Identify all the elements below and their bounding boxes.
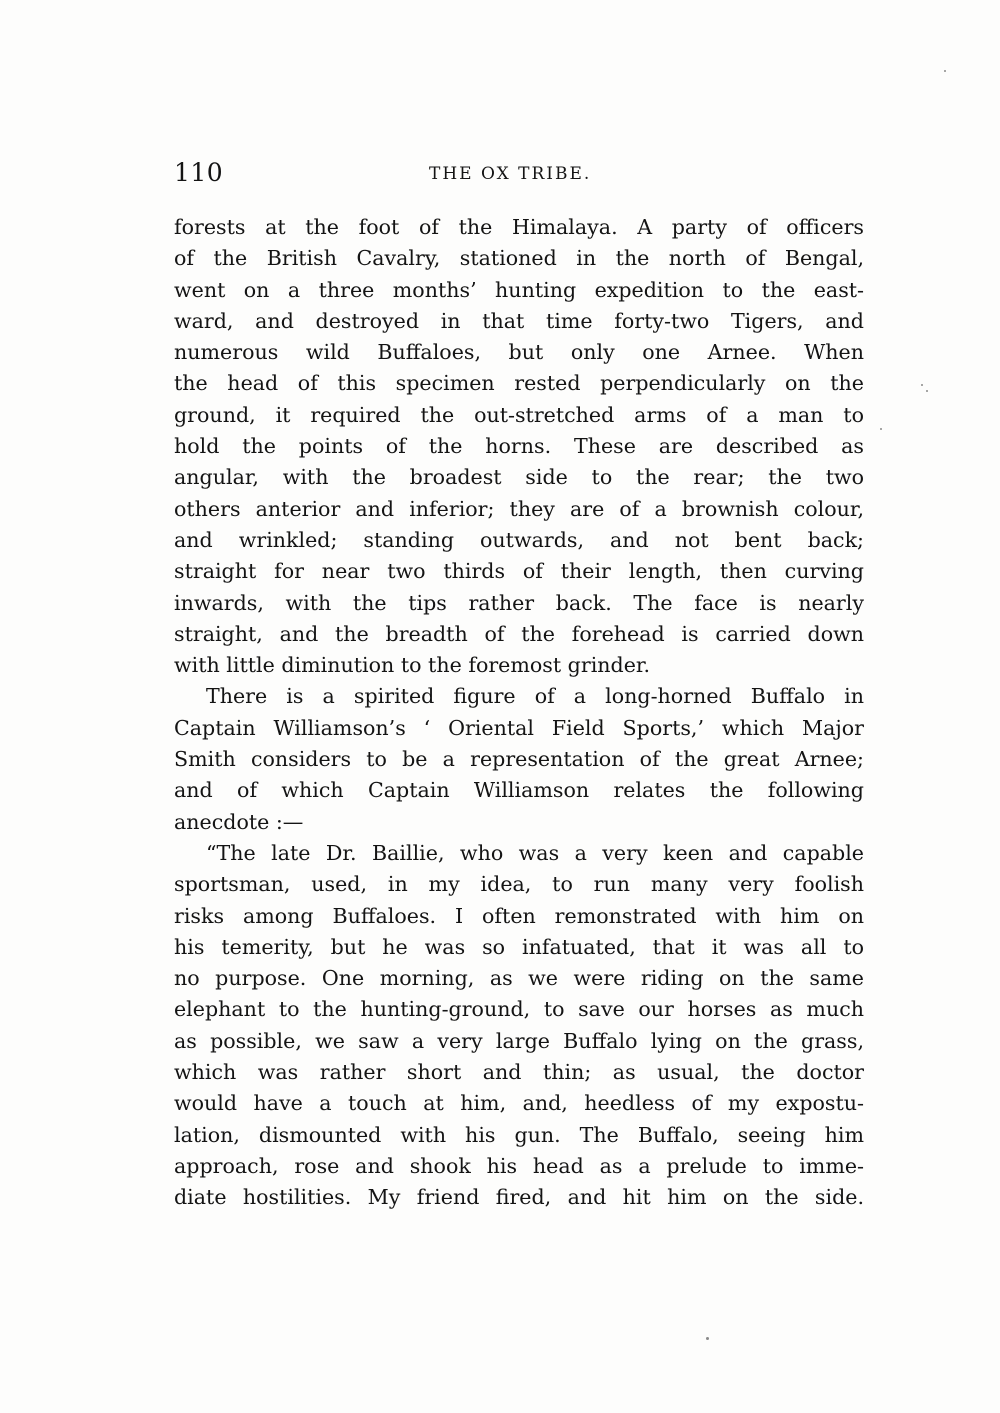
running-title: THE OX TRIBE. — [429, 164, 592, 184]
text-line: “The late Dr. Baillie, who was a very keen and capable — [206, 840, 864, 865]
text-line: anecdote :— — [174, 809, 304, 834]
text-line: There is a spirited figure of a long-horned Buffalo in — [206, 684, 864, 709]
text-line: lation, dismounted with his gun. The Buffalo, seeing him — [174, 1122, 864, 1147]
paper-speck — [706, 1337, 709, 1340]
text-line: elephant to the hunting-ground, to save our horses as much — [174, 997, 864, 1022]
paper-speck — [944, 70, 946, 72]
text-line: hold the points of the horns. These are described as — [174, 434, 864, 459]
text-line: risks among Buffaloes. I often remonstrated with him on — [174, 903, 864, 928]
body-text — [174, 212, 864, 1214]
text-line: Smith considers to be a representation of the great Arnee; — [174, 747, 864, 772]
text-line: forests at the foot of the Himalaya. A party of officers — [174, 215, 864, 239]
text-line: as possible, we saw a very large Buffalo lying on the grass, — [174, 1028, 864, 1053]
text-line: of the British Cavalry, stationed in the north of Bengal, — [174, 246, 864, 271]
page-number: 110 — [174, 158, 224, 187]
text-line: with little diminution to the foremost grinder. — [174, 653, 651, 678]
text-line: others anterior and inferior; they are of a brownish colour, — [174, 496, 864, 521]
paper-speck — [926, 390, 928, 392]
paper-speck — [880, 428, 882, 430]
text-line: his temerity, but he was so infatuated, that it was all to — [174, 934, 864, 959]
text-line: straight for near two thirds of their length, then curving — [174, 559, 864, 584]
text-line: straight, and the breadth of the forehead is carried down — [174, 621, 864, 646]
text-line: no purpose. One morning, as we were riding on the same — [174, 966, 864, 991]
text-line: and of which Captain Williamson relates the following — [174, 778, 864, 803]
text-line: numerous wild Buffaloes, but only one Arnee. When — [174, 340, 864, 365]
text-line: sportsman, used, in my idea, to run many very foolish — [174, 872, 864, 897]
text-line: would have a touch at him, and, heedless of my expostu- — [174, 1091, 864, 1116]
text-line: and wrinkled; standing outwards, and not bent back; — [174, 527, 864, 552]
text-line: ward, and destroyed in that time forty-two Tigers, and — [174, 308, 864, 333]
running-head — [174, 158, 864, 192]
text-line: angular, with the broadest side to the rear; the two — [174, 465, 864, 490]
text-line: went on a three months’ hunting expedition to the east- — [174, 277, 864, 302]
text-line: inwards, with the tips rather back. The face is nearly — [174, 590, 864, 615]
text-line: Captain Williamson’s ‘ Oriental Field Sports,’ which Major — [174, 715, 864, 740]
paper-speck — [921, 384, 923, 386]
text-line: diate hostilities. My friend fired, and hit him on the side. — [174, 1185, 864, 1210]
text-line: ground, it required the out-stretched arms of a man to — [174, 402, 864, 427]
text-line: the head of this specimen rested perpendicularly on the — [174, 371, 864, 396]
text-line: approach, rose and shook his head as a prelude to imme- — [174, 1153, 864, 1178]
text-line: which was rather short and thin; as usual, the doctor — [174, 1060, 864, 1085]
